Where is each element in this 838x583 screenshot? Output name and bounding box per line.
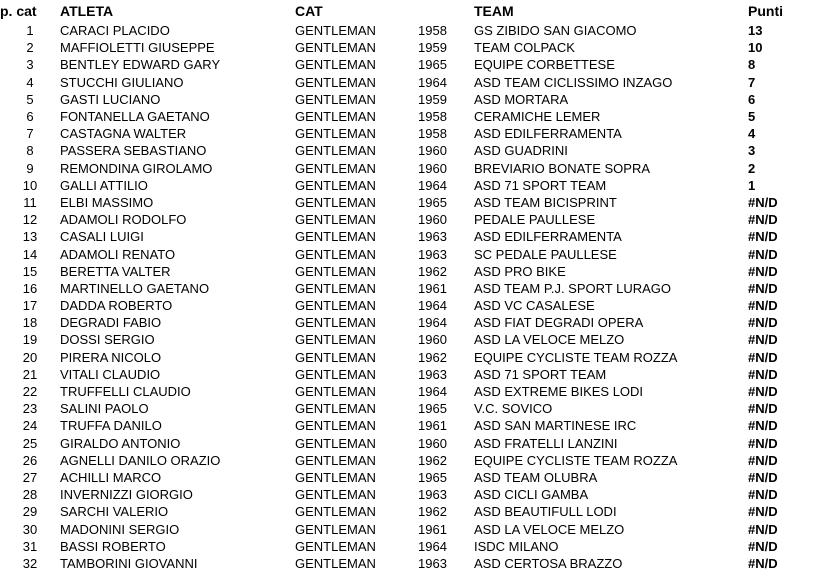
points-cell: #N/D [748, 555, 778, 571]
table-row [0, 435, 838, 452]
position-cell: 18 [22, 315, 38, 331]
category-cell: GENTLEMAN [295, 538, 376, 554]
position-cell: 5 [26, 91, 34, 107]
category-cell: GENTLEMAN [295, 91, 376, 107]
position-cell: 22 [22, 384, 38, 400]
header-team: TEAM [474, 3, 514, 19]
athlete-cell: TRUFFA DANILO [60, 418, 162, 434]
year-cell: 1959 [418, 91, 447, 107]
category-cell: GENTLEMAN [295, 504, 376, 520]
points-cell: #N/D [748, 366, 778, 382]
year-cell: 1958 [418, 23, 447, 39]
athlete-cell: ADAMOLI RENATO [60, 246, 176, 262]
category-cell: GENTLEMAN [295, 263, 376, 279]
table-row [0, 160, 838, 177]
category-cell: GENTLEMAN [295, 74, 376, 90]
position-cell: 27 [22, 469, 38, 485]
table-row [0, 22, 838, 39]
year-cell: 1960 [418, 143, 447, 159]
year-cell: 1962 [418, 452, 447, 468]
position-cell: 29 [22, 504, 38, 520]
athlete-cell: STUCCHI GIULIANO [60, 74, 184, 90]
position-cell: 23 [22, 401, 38, 417]
table-row [0, 486, 838, 503]
year-cell: 1962 [418, 504, 447, 520]
position-cell: 19 [22, 332, 38, 348]
athlete-cell: DOSSI SERGIO [60, 332, 155, 348]
team-cell: CERAMICHE LEMER [474, 109, 601, 125]
points-cell: #N/D [748, 384, 778, 400]
athlete-cell: MAFFIOLETTI GIUSEPPE [60, 40, 215, 56]
athlete-cell: FONTANELLA GAETANO [60, 109, 210, 125]
year-cell: 1965 [418, 469, 447, 485]
table-row [0, 400, 838, 417]
position-cell: 25 [22, 435, 38, 451]
year-cell: 1960 [418, 332, 447, 348]
table-row [0, 383, 838, 400]
athlete-cell: CASALI LUIGI [60, 229, 144, 245]
athlete-cell: AGNELLI DANILO ORAZIO [60, 452, 221, 468]
points-cell: #N/D [748, 229, 778, 245]
year-cell: 1964 [418, 74, 447, 90]
category-cell: GENTLEMAN [295, 349, 376, 365]
points-cell: #N/D [748, 194, 778, 210]
year-cell: 1962 [418, 349, 447, 365]
category-cell: GENTLEMAN [295, 332, 376, 348]
position-cell: 3 [26, 57, 34, 73]
athlete-cell: ADAMOLI RODOLFO [60, 212, 187, 228]
athlete-cell: ELBI MASSIMO [60, 194, 154, 210]
athlete-cell: BENTLEY EDWARD GARY [60, 57, 221, 73]
points-cell: #N/D [748, 401, 778, 417]
table-row [0, 74, 838, 91]
position-cell: 31 [22, 538, 38, 554]
category-cell: GENTLEMAN [295, 143, 376, 159]
athlete-cell: REMONDINA GIROLAMO [60, 160, 213, 176]
year-cell: 1964 [418, 384, 447, 400]
year-cell: 1965 [418, 401, 447, 417]
points-cell: #N/D [748, 418, 778, 434]
team-cell: ASD MORTARA [474, 91, 569, 107]
position-cell: 20 [22, 349, 38, 365]
team-cell: ASD CERTOSA BRAZZO [474, 555, 623, 571]
points-cell: #N/D [748, 349, 778, 365]
position-cell: 14 [22, 246, 38, 262]
position-cell: 11 [23, 194, 37, 210]
table-row [0, 555, 838, 572]
category-cell: GENTLEMAN [295, 126, 376, 142]
year-cell: 1958 [418, 126, 447, 142]
year-cell: 1963 [418, 555, 447, 571]
position-cell: 17 [22, 298, 38, 314]
points-cell: #N/D [748, 452, 778, 468]
year-cell: 1959 [418, 40, 447, 56]
team-cell: ASD VC CASALESE [474, 298, 595, 314]
category-cell: GENTLEMAN [295, 194, 376, 210]
year-cell: 1960 [418, 212, 447, 228]
points-cell: 5 [748, 109, 756, 125]
table-row [0, 280, 838, 297]
category-cell: GENTLEMAN [295, 246, 376, 262]
points-cell: #N/D [748, 521, 778, 537]
athlete-cell: PIRERA NICOLO [60, 349, 162, 365]
category-cell: GENTLEMAN [295, 280, 376, 296]
category-cell: GENTLEMAN [295, 384, 376, 400]
athlete-cell: MARTINELLO GAETANO [60, 280, 210, 296]
table-header [0, 0, 838, 22]
points-cell: #N/D [748, 487, 778, 503]
header-points: Punti [748, 3, 783, 19]
points-cell: 3 [748, 143, 756, 159]
team-cell: TEAM COLPACK [474, 40, 575, 56]
category-cell: GENTLEMAN [295, 229, 376, 245]
header-category: CAT [295, 3, 323, 19]
points-cell: 13 [748, 23, 763, 39]
year-cell: 1961 [418, 418, 447, 434]
athlete-cell: GASTI LUCIANO [60, 91, 161, 107]
points-cell: 1 [748, 177, 756, 193]
team-cell: PEDALE PAULLESE [474, 212, 596, 228]
year-cell: 1963 [418, 487, 447, 503]
team-cell: ASD PRO BIKE [474, 263, 566, 279]
team-cell: SC PEDALE PAULLESE [474, 246, 617, 262]
table-row [0, 314, 838, 331]
table-row [0, 417, 838, 434]
team-cell: BREVIARIO BONATE SOPRA [474, 160, 651, 176]
points-cell: #N/D [748, 332, 778, 348]
year-cell: 1963 [418, 246, 447, 262]
year-cell: 1958 [418, 109, 447, 125]
athlete-cell: TRUFFELLI CLAUDIO [60, 384, 191, 400]
athlete-cell: CARACI PLACIDO [60, 23, 170, 39]
table-row [0, 91, 838, 108]
table-row [0, 503, 838, 520]
athlete-cell: CASTAGNA WALTER [60, 126, 187, 142]
athlete-cell: DADDA ROBERTO [60, 298, 173, 314]
points-cell: #N/D [748, 212, 778, 228]
position-cell: 2 [26, 40, 34, 56]
athlete-cell: BASSI ROBERTO [60, 538, 166, 554]
table-row [0, 263, 838, 280]
year-cell: 1964 [418, 315, 447, 331]
year-cell: 1960 [418, 160, 447, 176]
category-cell: GENTLEMAN [295, 40, 376, 56]
header-athlete: ATLETA [60, 3, 114, 19]
team-cell: ASD LA VELOCE MELZO [474, 332, 625, 348]
team-cell: ASD TEAM OLUBRA [474, 469, 598, 485]
position-cell: 1 [26, 23, 34, 39]
position-cell: 8 [26, 143, 34, 159]
category-cell: GENTLEMAN [295, 298, 376, 314]
table-row [0, 194, 838, 211]
category-cell: GENTLEMAN [295, 435, 376, 451]
year-cell: 1963 [418, 366, 447, 382]
year-cell: 1965 [418, 57, 447, 73]
table-row [0, 177, 838, 194]
position-cell: 24 [22, 418, 38, 434]
team-cell: GS ZIBIDO SAN GIACOMO [474, 23, 637, 39]
team-cell: V.C. SOVICO [474, 401, 553, 417]
category-cell: GENTLEMAN [295, 366, 376, 382]
table-row [0, 452, 838, 469]
year-cell: 1964 [418, 177, 447, 193]
header-position: p. cat [0, 3, 37, 19]
year-cell: 1960 [418, 435, 447, 451]
table-row [0, 56, 838, 73]
points-cell: 2 [748, 160, 756, 176]
athlete-cell: VITALI CLAUDIO [60, 366, 161, 382]
position-cell: 13 [22, 229, 38, 245]
category-cell: GENTLEMAN [295, 160, 376, 176]
category-cell: GENTLEMAN [295, 469, 376, 485]
category-cell: GENTLEMAN [295, 401, 376, 417]
category-cell: GENTLEMAN [295, 452, 376, 468]
athlete-cell: PASSERA SEBASTIANO [60, 143, 207, 159]
position-cell: 28 [22, 487, 38, 503]
category-cell: GENTLEMAN [295, 177, 376, 193]
points-cell: 7 [748, 74, 756, 90]
position-cell: 9 [26, 160, 34, 176]
athlete-cell: MADONINI SERGIO [60, 521, 180, 537]
points-cell: 8 [748, 57, 756, 73]
team-cell: ASD CICLI GAMBA [474, 487, 589, 503]
category-cell: GENTLEMAN [295, 521, 376, 537]
points-cell: #N/D [748, 435, 778, 451]
position-cell: 10 [22, 177, 38, 193]
table-row [0, 108, 838, 125]
team-cell: ASD LA VELOCE MELZO [474, 521, 625, 537]
team-cell: ASD EDILFERRAMENTA [474, 126, 622, 142]
athlete-cell: INVERNIZZI GIORGIO [60, 487, 193, 503]
position-cell: 30 [22, 521, 38, 537]
team-cell: ISDC MILANO [474, 538, 559, 554]
position-cell: 4 [26, 74, 34, 90]
table-row [0, 349, 838, 366]
points-cell: 10 [748, 40, 763, 56]
team-cell: EQUIPE CORBETTESE [474, 57, 615, 73]
position-cell: 7 [26, 126, 34, 142]
category-cell: GENTLEMAN [295, 487, 376, 503]
points-cell: #N/D [748, 263, 778, 279]
table-row [0, 331, 838, 348]
table-row [0, 211, 838, 228]
category-cell: GENTLEMAN [295, 23, 376, 39]
points-cell: #N/D [748, 504, 778, 520]
table-row [0, 297, 838, 314]
points-cell: #N/D [748, 315, 778, 331]
athlete-cell: TAMBORINI GIOVANNI [60, 555, 198, 571]
category-cell: GENTLEMAN [295, 57, 376, 73]
position-cell: 26 [22, 452, 38, 468]
athlete-cell: GIRALDO ANTONIO [60, 435, 181, 451]
year-cell: 1961 [418, 280, 447, 296]
table-body [0, 22, 838, 572]
points-cell: #N/D [748, 538, 778, 554]
team-cell: ASD 71 SPORT TEAM [474, 177, 607, 193]
category-cell: GENTLEMAN [295, 555, 376, 571]
points-cell: #N/D [748, 280, 778, 296]
position-cell: 16 [22, 280, 38, 296]
athlete-cell: GALLI ATTILIO [60, 177, 148, 193]
position-cell: 32 [22, 555, 38, 571]
team-cell: ASD SAN MARTINESE IRC [474, 418, 637, 434]
team-cell: ASD FIAT DEGRADI OPERA [474, 315, 644, 331]
team-cell: ASD BEAUTIFULL LODI [474, 504, 617, 520]
team-cell: ASD TEAM CICLISSIMO INZAGO [474, 74, 673, 90]
category-cell: GENTLEMAN [295, 315, 376, 331]
athlete-cell: BERETTA VALTER [60, 263, 171, 279]
position-cell: 15 [22, 263, 38, 279]
year-cell: 1964 [418, 298, 447, 314]
team-cell: ASD 71 SPORT TEAM [474, 366, 607, 382]
table-row [0, 125, 838, 142]
category-cell: GENTLEMAN [295, 212, 376, 228]
team-cell: ASD GUADRINI [474, 143, 568, 159]
year-cell: 1961 [418, 521, 447, 537]
year-cell: 1962 [418, 263, 447, 279]
table-row [0, 228, 838, 245]
table-row [0, 39, 838, 56]
year-cell: 1965 [418, 194, 447, 210]
header-row [0, 0, 838, 22]
table-row [0, 245, 838, 262]
team-cell: ASD TEAM P.J. SPORT LURAGO [474, 280, 671, 296]
athlete-cell: SARCHI VALERIO [60, 504, 169, 520]
team-cell: EQUIPE CYCLISTE TEAM ROZZA [474, 452, 678, 468]
team-cell: ASD EXTREME BIKES LODI [474, 384, 644, 400]
table-row [0, 469, 838, 486]
athlete-cell: DEGRADI FABIO [60, 315, 162, 331]
table-row [0, 520, 838, 537]
position-cell: 6 [26, 109, 34, 125]
category-cell: GENTLEMAN [295, 109, 376, 125]
header-year [418, 0, 474, 22]
table-row [0, 366, 838, 383]
position-cell: 21 [22, 366, 38, 382]
table-row [0, 538, 838, 555]
points-cell: #N/D [748, 298, 778, 314]
points-cell: 6 [748, 91, 756, 107]
position-cell: 12 [22, 212, 38, 228]
points-cell: #N/D [748, 246, 778, 262]
team-cell: ASD EDILFERRAMENTA [474, 229, 622, 245]
year-cell: 1963 [418, 229, 447, 245]
year-cell: 1964 [418, 538, 447, 554]
category-cell: GENTLEMAN [295, 418, 376, 434]
team-cell: ASD TEAM BICISPRINT [474, 194, 617, 210]
athlete-cell: ACHILLI MARCO [60, 469, 162, 485]
athlete-cell: SALINI PAOLO [60, 401, 149, 417]
team-cell: ASD FRATELLI LANZINI [474, 435, 618, 451]
points-cell: 4 [748, 126, 756, 142]
table-row [0, 142, 838, 159]
team-cell: EQUIPE CYCLISTE TEAM ROZZA [474, 349, 678, 365]
points-cell: #N/D [748, 469, 778, 485]
